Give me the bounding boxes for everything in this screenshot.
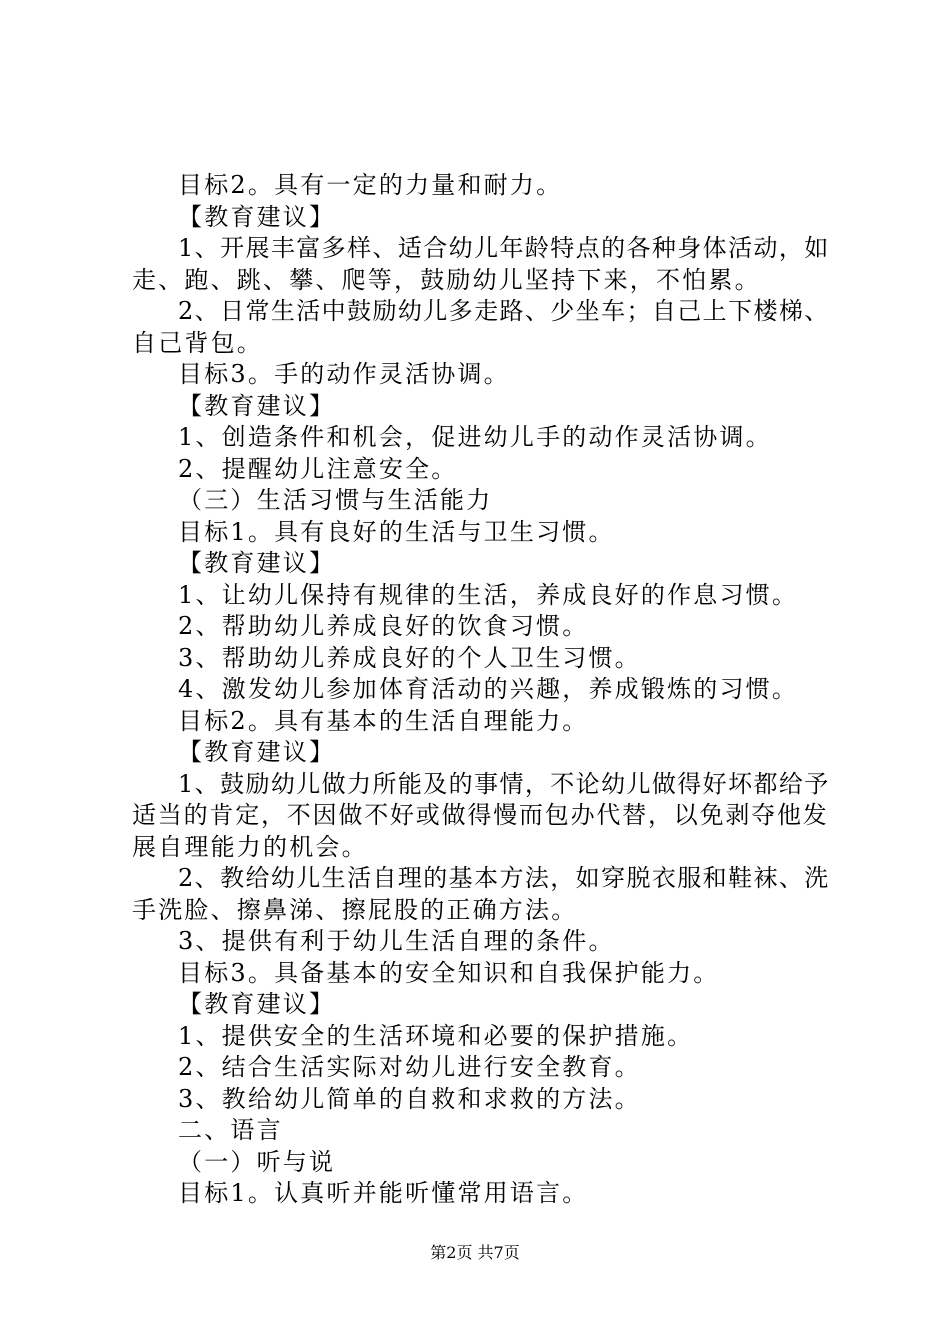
text-line: 【教育建议】 <box>178 738 336 766</box>
text-line: 4、激发幼儿参加体育活动的兴趣，养成锻炼的习惯。 <box>178 675 799 703</box>
text-line: 【教育建议】 <box>178 391 336 420</box>
document-body <box>132 170 832 1210</box>
text-line: 【教育建议】 <box>178 990 336 1018</box>
text-line: 1、提供安全的生活环境和必要的保护措施。 <box>178 1021 694 1050</box>
text-line: 1、创造条件和机会，促进幼儿手的动作灵活协调。 <box>178 423 772 451</box>
text-line: 走、跑、跳、攀、爬等，鼓励幼儿坚持下来，不怕累。 <box>132 265 761 294</box>
text-line: 3、教给幼儿简单的自救和求救的方法。 <box>178 1084 641 1113</box>
text-line: （一）听与说 <box>178 1147 336 1176</box>
text-line: 【教育建议】 <box>178 202 336 231</box>
text-line: 2、教给幼儿生活自理的基本方法，如穿脱衣服和鞋袜、洗 <box>178 864 830 892</box>
text-line: 2、日常生活中鼓励幼儿多走路、少坐车；自己上下楼梯、 <box>178 297 830 325</box>
text-line: 目标1。具有良好的生活与卫生习惯。 <box>178 517 615 546</box>
text-line: 目标1。认真听并能听懂常用语言。 <box>178 1179 589 1207</box>
text-line: 目标3。手的动作灵活协调。 <box>178 360 510 388</box>
text-line: 目标2。具有一定的力量和耐力。 <box>178 171 563 199</box>
text-line: 目标3。具备基本的安全知识和自我保护能力。 <box>178 958 720 987</box>
text-line: 手洗脸、擦鼻涕、擦屁股的正确方法。 <box>132 895 578 924</box>
page-footer <box>0 1243 950 1263</box>
text-line: 2、结合生活实际对幼儿进行安全教育。 <box>178 1053 641 1081</box>
text-line: 3、提供有利于幼儿生活自理的条件。 <box>178 927 615 955</box>
text-line: 1、开展丰富多样、适合幼儿年龄特点的各种身体活动，如 <box>178 234 830 262</box>
page-number-label: 第2页 共7页 <box>430 1243 520 1262</box>
text-line: 适当的肯定，不因做不好或做得慢而包办代替，以免剥夺他发 <box>132 801 829 829</box>
text-line: 自己背包。 <box>132 328 263 357</box>
text-line: 二、语言 <box>178 1116 283 1144</box>
text-line: 【教育建议】 <box>178 549 336 577</box>
text-line: 2、帮助幼儿养成良好的饮食习惯。 <box>178 612 589 640</box>
text-line: 展自理能力的机会。 <box>132 832 368 861</box>
text-line: 1、鼓励幼儿做力所能及的事情，不论幼儿做得好坏都给予 <box>178 769 830 798</box>
text-line: （三）生活习惯与生活能力 <box>178 486 493 514</box>
text-line: 目标2。具有基本的生活自理能力。 <box>178 706 589 735</box>
text-line: 3、帮助幼儿养成良好的个人卫生习惯。 <box>178 643 641 672</box>
text-line: 1、让幼儿保持有规律的生活，养成良好的作息习惯。 <box>178 580 799 609</box>
text-line: 2、提醒幼儿注意安全。 <box>178 454 458 483</box>
